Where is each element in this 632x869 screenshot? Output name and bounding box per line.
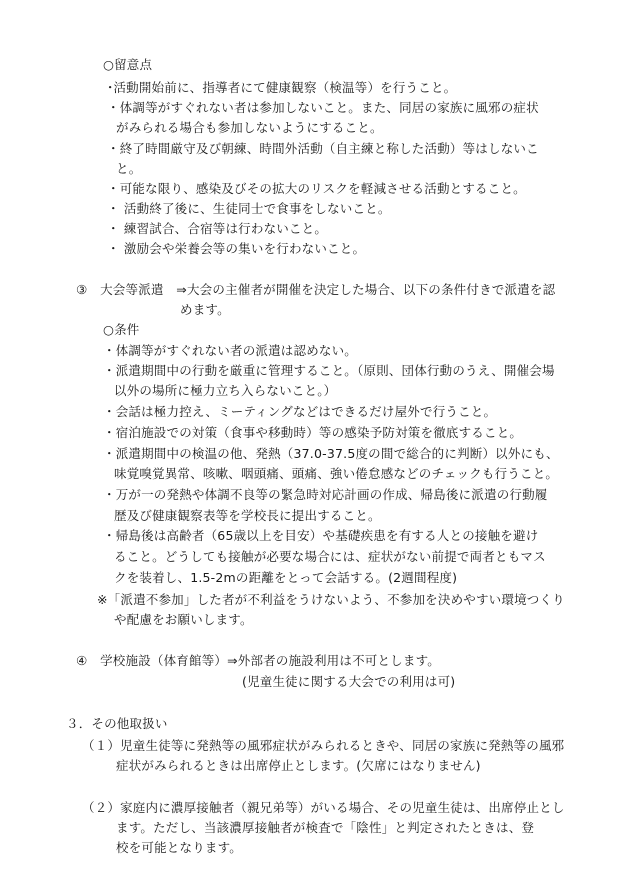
section-3-title-continuation: めます。 bbox=[180, 302, 230, 317]
note-text: ※「派遣不参加」した者が不利益をうけないよう、不参加を決めやすい環境つくり bbox=[97, 592, 565, 607]
notes-item-continuation: と。 bbox=[116, 161, 142, 176]
condition-item: ・体調等がすぐれない者の派遣は認めない。 bbox=[103, 343, 358, 358]
notes-heading: ○留意点 bbox=[103, 57, 153, 72]
conditions-heading: ○条件 bbox=[103, 322, 140, 337]
condition-item: ・帰島後は高齢者（65歳以上を目安）や基礎疾患を有する人との接触を避け bbox=[103, 528, 539, 543]
notes-item: ･活動開始前に、指導者にて健康観察（検温等）を行うこと。 bbox=[107, 80, 457, 95]
condition-item: ・会話は極力控え、ミーティングなどはできるだけ屋外で行うこと。 bbox=[103, 404, 497, 419]
condition-item-continuation: クを装着し、1.5-2mの距離をとって会話する。(2週間程度) bbox=[114, 570, 458, 585]
notes-item: ・可能な限り、感染及びその拡大のリスクを軽減させる活動とすること。 bbox=[107, 181, 526, 196]
condition-item-continuation: 以外の場所に極力立ち入らないこと。） bbox=[114, 383, 337, 398]
condition-item: ・派遣期間中の検温の他、発熱（37.0-37.5度の間で総合的に判断）以外にも、 bbox=[103, 446, 559, 461]
notes-item: ・終了時間厳守及び朝練、時間外活動（自主練と称した活動）等はしないこ bbox=[107, 141, 539, 156]
notes-item: ・ 激励会や栄養会等の集いを行わないこと。 bbox=[107, 241, 366, 256]
other-paragraph-2-continuation: 校を可能となります。 bbox=[116, 840, 243, 855]
note-text-continuation: や配慮をお願いします。 bbox=[114, 612, 253, 627]
condition-item-continuation: 歴及び健康観察表等を学校長に提出すること。 bbox=[114, 508, 381, 523]
notes-item: ・体調等がすぐれない者は参加しないこと。また、同居の家族に風邪の症状 bbox=[107, 100, 539, 115]
other-paragraph-1-continuation: 症状がみられるときは出席停止とします。(欠席にはなりません) bbox=[116, 758, 481, 773]
other-paragraph-2-continuation: ます。ただし、当該濃厚接触者が検査で「陰性」と判定されたときは、登 bbox=[116, 820, 535, 835]
other-heading: ３．その他取扱い bbox=[66, 716, 168, 731]
notes-item: ・ 活動終了後に、生徒同士で食事をしないこと。 bbox=[107, 201, 391, 216]
condition-item: ・万が一の発熱や体調不良等の緊急時対応計画の作成、帰島後に派遣の行動履 bbox=[103, 487, 548, 502]
condition-item: ・派遣期間中の行動を厳重に管理すること。（原則、団体行動のうえ、開催会場 bbox=[103, 363, 555, 378]
condition-item: ・宿泊施設での対策（食事や移動時）等の感染予防対策を徹底すること。 bbox=[103, 425, 523, 440]
section-3-title: ③ 大会等派遣 ⇒大会の主催者が開催を決定した場合、以下の条件付きで派遣を認 bbox=[76, 282, 556, 297]
condition-item-continuation: 味覚嗅覚異常、咳嗽、咽頭痛、頭痛、強い倦怠感などのチェックも行うこと。 bbox=[114, 466, 559, 481]
other-paragraph-2: （２）家庭内に濃厚接触者（親兄弟等）がいる場合、その児童生徒は、出席停止とし bbox=[82, 800, 565, 815]
notes-item: ・ 練習試合、合宿等は行わないこと。 bbox=[107, 221, 328, 236]
other-paragraph-1: （１）児童生徒等に発熱等の風邪症状がみられるときや、同居の家族に発熱等の風邪 bbox=[82, 738, 565, 753]
section-4-note: (児童生徒に関する大会での利用は可) bbox=[242, 674, 456, 689]
condition-item-continuation: ること。どうしても接触が必要な場合には、症状がない前提で両者ともマス bbox=[114, 549, 546, 564]
section-4-title: ④ 学校施設（体育館等）⇒外部者の施設利用は不可とします。 bbox=[76, 653, 440, 668]
notes-item-continuation: がみられる場合も参加しないようにすること。 bbox=[116, 120, 383, 135]
